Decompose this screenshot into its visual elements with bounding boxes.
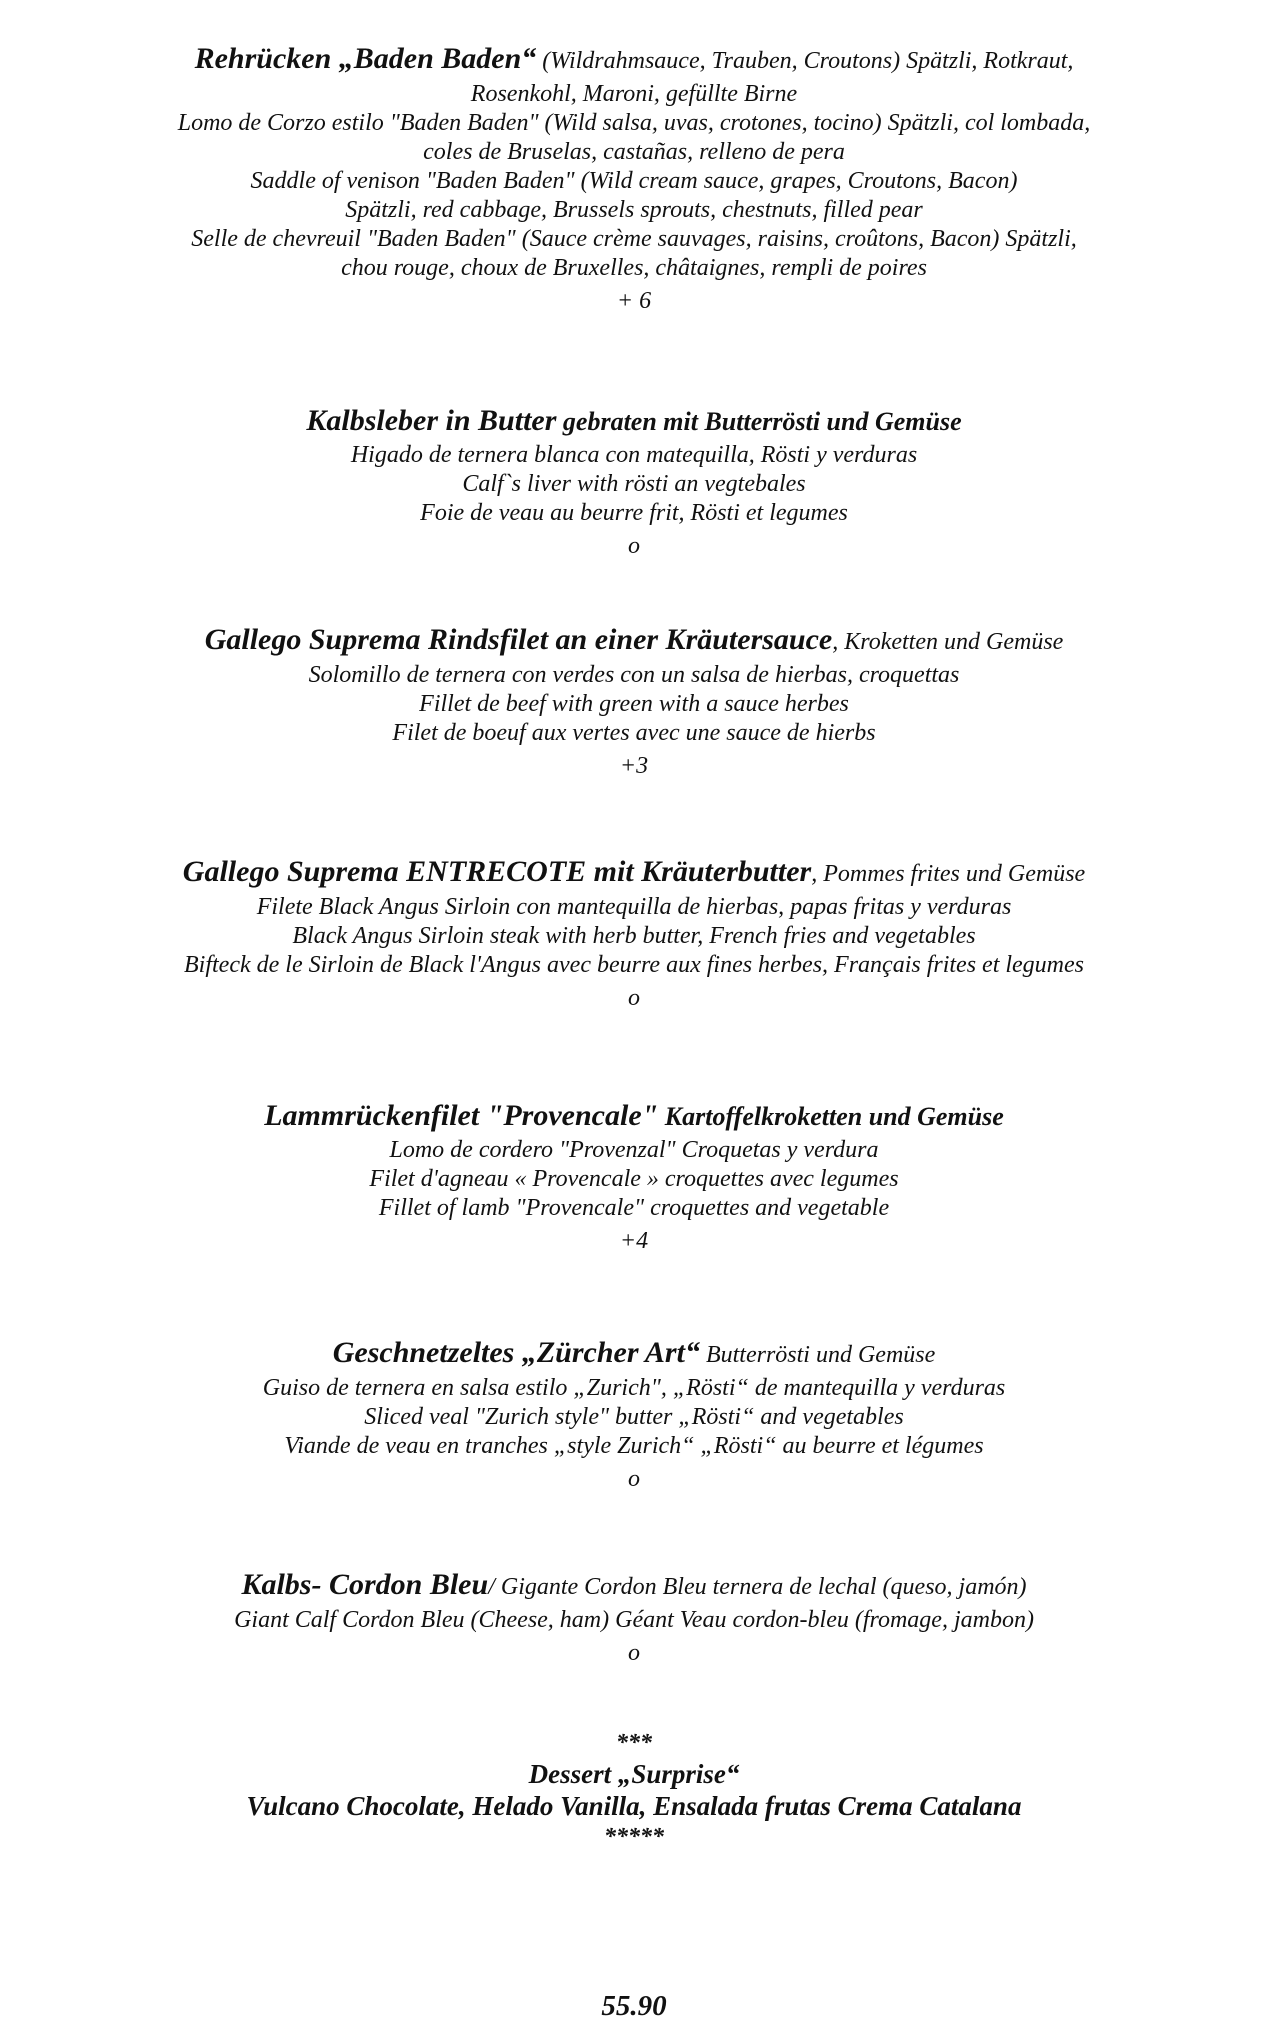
stars-divider: *****: [604, 1824, 664, 1850]
stars-divider: ***: [616, 1730, 652, 1756]
menu-item-name: Gallego Suprema Rindsfilet an einer Kräutersauce: [204, 623, 833, 656]
menu-price-block: [30, 1990, 1238, 2023]
menu-item-rindsfilet: [30, 623, 1238, 781]
menu-item-subtitle: Kartoffelkroketten und Gemüse: [658, 1102, 1004, 1131]
menu-item-subtitle: gebraten mit Butterrösti und Gemüse: [556, 407, 962, 436]
price-supplement: +3: [619, 753, 649, 779]
menu-line: Black Angus Sirloin steak with herb butter, French fries and vegetables: [292, 923, 976, 949]
menu-line: coles de Bruselas, castañas, relleno de pera: [423, 139, 845, 165]
menu-item-name: Kalbs- Cordon Bleu: [241, 1568, 489, 1601]
menu-line: Rosenkohl, Maroni, gefüllte Birne: [470, 81, 798, 107]
menu-item-description-de: Butterrösti und Gemüse: [699, 1342, 936, 1368]
menu-line: Saddle of venison "Baden Baden" (Wild cream sauce, grapes, Croutons, Bacon): [250, 168, 1018, 194]
menu-line: Filet de boeuf aux vertes avec une sauce de hierbs: [392, 720, 876, 746]
menu-line: Fillet de beef with green with a sauce herbes: [419, 691, 849, 717]
menu-line: Selle de chevreuil "Baden Baden" (Sauce crème sauvages, raisins, croûtons, Bacon) Spätzli,: [191, 226, 1077, 252]
item-separator: o: [628, 985, 640, 1011]
menu-item-entrecote: [30, 855, 1238, 1013]
menu-item-name: Geschnetzeltes „Zürcher Art“: [332, 1336, 700, 1369]
menu-line: Viande de veau en tranches „style Zurich“ „Rösti“ au beurre et légumes: [284, 1433, 984, 1459]
menu-item-rehruecken-baden-baden: [30, 42, 1238, 316]
menu-line: Spätzli, red cabbage, Brussels sprouts, chestnuts, filled pear: [345, 197, 923, 223]
menu-line: Lomo de cordero "Provenzal" Croquetas y verdura: [389, 1137, 879, 1163]
menu-line: Filet d'agneau « Provencale » croquettes avec legumes: [369, 1166, 899, 1192]
menu-item-description-de: (Wildrahmsauce, Trauben, Croutons) Spätzli, Rotkraut,: [536, 48, 1074, 74]
menu-item-title: [30, 623, 1238, 659]
menu-line: Guiso de ternera en salsa estilo „Zurich", „Rösti“ de mantequilla y verduras: [262, 1375, 1006, 1401]
menu-item-name: Rehrücken „Baden Baden“: [194, 42, 537, 75]
menu-item-name: Lammrückenfilet "Provencale": [264, 1099, 659, 1132]
menu-item-title: [30, 855, 1238, 891]
menu-item-title: [30, 1568, 1238, 1604]
menu-item-lammrueckenfilet: [30, 1099, 1238, 1256]
menu-item-description-de: , Kroketten und Gemüse: [832, 629, 1064, 655]
menu-line: Bifteck de le Sirloin de Black l'Angus avec beurre aux fines herbes, Français frites et legumes: [184, 952, 1084, 978]
item-separator: o: [628, 533, 640, 559]
menu-item-description-de: , Pommes frites und Gemüse: [811, 861, 1086, 887]
dessert-description: Vulcano Chocolate, Helado Vanilla, Ensalada frutas Crema Catalana: [246, 1791, 1022, 1821]
price-supplement: +4: [619, 1228, 649, 1254]
menu-item-cordon-bleu: [30, 1568, 1238, 1668]
menu-line: Lomo de Corzo estilo "Baden Baden" (Wild salsa, uvas, crotones, tocino) Spätzli, col lombada,: [177, 110, 1091, 136]
menu-item-name: Kalbsleber in Butter: [306, 404, 557, 437]
dessert-section: [30, 1728, 1238, 1852]
menu-item-geschnetzeltes: [30, 1336, 1238, 1494]
menu-line: Fillet of lamb "Provencale" croquettes and vegetable: [378, 1195, 890, 1221]
menu-line: Calf`s liver with rösti an vegtebales: [462, 471, 806, 497]
menu-line: Solomillo de ternera con verdes con un salsa de hierbas, croquettas: [308, 662, 960, 688]
menu-line: chou rouge, choux de Bruxelles, châtaignes, rempli de poires: [341, 255, 927, 281]
menu-line: Giant Calf Cordon Bleu (Cheese, ham) Géant Veau cordon-bleu (fromage, jambon): [234, 1607, 1034, 1633]
menu-price: 55.90: [601, 1990, 667, 2022]
menu-item-title: [30, 42, 1238, 78]
menu-item-description-es: / Gigante Cordon Bleu ternera de lechal (queso, jamón): [488, 1574, 1027, 1600]
menu-item-title: [30, 1336, 1238, 1372]
menu-item-title: [30, 1099, 1238, 1134]
price-supplement: + 6: [616, 288, 652, 314]
menu-line: Filete Black Angus Sirloin con mantequilla de hierbas, papas fritas y verduras: [256, 894, 1012, 920]
menu-item-kalbsleber: [30, 404, 1238, 561]
menu-item-name: Gallego Suprema ENTRECOTE mit Kräuterbutter: [182, 855, 812, 888]
menu-line: Higado de ternera blanca con matequilla, Rösti y verduras: [350, 442, 918, 468]
item-separator: o: [628, 1466, 640, 1492]
menu-line: Foie de veau au beurre frit, Rösti et legumes: [420, 500, 848, 526]
dessert-title: Dessert „Surprise“: [528, 1759, 740, 1789]
item-separator: o: [628, 1640, 640, 1666]
menu-item-title: [30, 404, 1238, 439]
menu-line: Sliced veal "Zurich style" butter „Rösti“ and vegetables: [364, 1404, 904, 1430]
